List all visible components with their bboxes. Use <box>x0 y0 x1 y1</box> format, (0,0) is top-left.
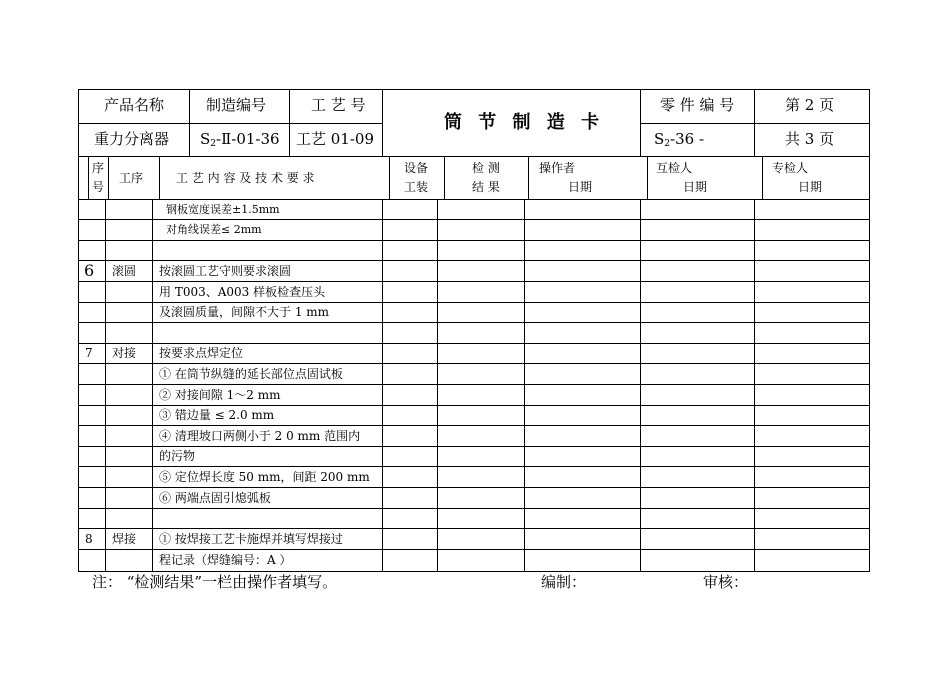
header-bottom <box>78 156 870 157</box>
row-line <box>78 508 870 509</box>
row-seq: 8 <box>85 532 93 546</box>
row-line <box>78 487 870 488</box>
column-header-bottom <box>78 199 870 200</box>
row-line <box>78 466 870 467</box>
process-no-label: 工 艺 号 <box>311 96 366 114</box>
col-inspect-bottom: 结 果 <box>472 180 500 194</box>
col-divider <box>528 156 529 199</box>
col-seq-bottom: 号 <box>92 180 105 194</box>
row-line <box>78 219 870 220</box>
header-col-divider <box>189 89 190 156</box>
row-line <box>78 446 870 447</box>
row-step: 焊接 <box>112 532 137 546</box>
body-col-divider <box>152 199 153 572</box>
row-line <box>78 302 870 303</box>
row-content: ③ 错边量 ≤ 2.0 mm <box>159 408 275 422</box>
row-line <box>78 363 870 364</box>
col-divider <box>762 156 763 199</box>
row-content: 对角线误差≤ 2mm <box>166 223 262 236</box>
col-special: 专检人 <box>772 161 809 175</box>
col-seq-top: 序 <box>92 161 105 175</box>
row-content: 用 T003、A003 样板检查压头 <box>159 285 326 299</box>
col-special-date: 日期 <box>798 180 823 194</box>
body-col-divider <box>754 199 755 572</box>
col-content: 工 艺 内 容 及 技 术 要 求 <box>176 171 315 185</box>
row-line <box>78 549 870 550</box>
row-line <box>78 343 870 344</box>
row-content: 按要求点焊定位 <box>159 346 244 360</box>
body-col-divider <box>105 199 106 572</box>
header-col-divider <box>382 89 383 156</box>
row-line <box>78 260 870 261</box>
col-divider <box>444 156 445 199</box>
row-line <box>78 240 870 241</box>
header-divider <box>78 123 383 124</box>
header-col-divider <box>289 89 290 156</box>
product-name-label: 产品名称 <box>104 96 165 114</box>
part-no-label: 零 件 编 号 <box>660 96 735 114</box>
row-step: 滚圆 <box>112 264 137 278</box>
border-right <box>869 89 870 572</box>
compiled-by-label: 编制： <box>541 573 587 591</box>
card-title: 筒 节 制 造 卡 <box>444 112 605 133</box>
row-content: ① 在筒节纵缝的延长部位点固试板 <box>159 367 343 381</box>
col-mutual: 互检人 <box>656 161 693 175</box>
process-no: 工艺 01-09 <box>296 130 375 148</box>
col-divider <box>389 156 390 199</box>
row-content: 的污物 <box>159 449 196 463</box>
part-no: $S_2-36$ - <box>654 130 705 149</box>
page-number: 第 2 页 <box>785 96 835 114</box>
col-inspect-top: 检 测 <box>472 161 500 175</box>
row-line <box>78 528 870 529</box>
row-content: 程记录（焊缝编号：A ） <box>159 553 292 567</box>
row-content: 钢板宽度误差±1.5mm <box>166 203 280 216</box>
body-col-divider <box>382 199 383 572</box>
row-seq: 7 <box>85 346 93 360</box>
col-mutual-date: 日期 <box>683 180 708 194</box>
header-col-divider <box>640 89 641 156</box>
reviewed-by-label: 审核： <box>703 573 749 591</box>
manufacture-no-label: 制造编号 <box>206 96 267 114</box>
body-col-divider <box>640 199 641 572</box>
row-content: 按滚圆工艺守则要求滚圆 <box>159 264 292 278</box>
col-equip-bottom: 工装 <box>404 180 429 194</box>
row-line <box>78 425 870 426</box>
col-operator: 操作者 <box>539 161 576 175</box>
header-col-divider <box>754 89 755 156</box>
row-content: 及滚圆质量，间隙不大于 1 mm <box>159 305 330 319</box>
row-content: ① 按焊接工艺卡施焊并填写焊接过 <box>159 532 343 546</box>
product-name: 重力分离器 <box>94 130 170 148</box>
body-col-divider <box>437 199 438 572</box>
row-content: ⑥ 两端点固引熄弧板 <box>159 491 271 505</box>
col-operator-date: 日期 <box>568 180 593 194</box>
col-divider <box>159 156 160 199</box>
total-pages: 共 3 页 <box>785 130 835 148</box>
row-line <box>78 281 870 282</box>
col-equip-top: 设备 <box>404 161 429 175</box>
col-divider <box>88 156 89 199</box>
row-content: ② 对接间隙 1～2 mm <box>159 388 281 402</box>
row-line <box>78 405 870 406</box>
body-col-divider <box>524 199 525 572</box>
col-step: 工序 <box>119 171 144 185</box>
row-content: ⑤ 定位焊长度 50 mm，间距 200 mm <box>159 470 370 484</box>
border-top <box>78 89 870 90</box>
border-bottom <box>78 571 870 572</box>
footer-note: 注： “检测结果”一栏由操作者填写。 <box>92 573 338 591</box>
header-divider-right <box>640 123 870 124</box>
row-seq: 6 <box>84 261 95 280</box>
row-step: 对接 <box>112 346 137 360</box>
row-content: ④ 清理坡口两侧小于 2 0 mm 范围内 <box>159 429 361 443</box>
row-line <box>78 322 870 323</box>
manufacture-no: $S_2-Ⅱ-01-36$ <box>200 130 280 149</box>
col-divider <box>108 156 109 199</box>
border-left <box>78 89 79 572</box>
col-divider <box>647 156 648 199</box>
row-line <box>78 384 870 385</box>
